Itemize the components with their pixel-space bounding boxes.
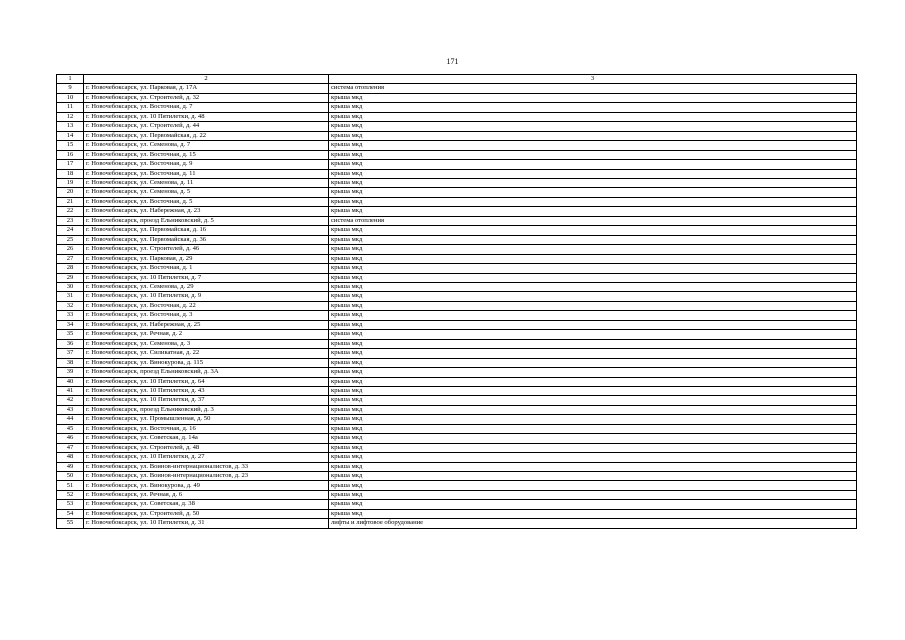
table-row: [57, 349, 857, 358]
row-number: 39: [57, 368, 84, 377]
row-work-type: крыша мкд: [329, 472, 857, 481]
address-table: [56, 74, 857, 529]
table-row: [57, 122, 857, 131]
table-row: [57, 178, 857, 187]
row-number: 21: [57, 197, 84, 206]
row-work-type: крыша мкд: [329, 339, 857, 348]
row-address: г. Новочебоксарск, ул. Набережная, д. 23: [84, 207, 329, 216]
row-number: 47: [57, 443, 84, 452]
row-number: 14: [57, 131, 84, 140]
table-row: [57, 358, 857, 367]
table-row: [57, 197, 857, 206]
table-row: [57, 500, 857, 509]
table-row: [57, 282, 857, 291]
row-address: г. Новочебоксарск, проезд Ельниковский, д. 5: [84, 216, 329, 225]
row-address: г. Новочебоксарск, ул. Строителей, д. 48: [84, 443, 329, 452]
row-number: 16: [57, 150, 84, 159]
row-work-type: крыша мкд: [329, 481, 857, 490]
row-address: г. Новочебоксарск, ул. Восточная, д. 1: [84, 264, 329, 273]
row-address: г. Новочебоксарск, ул. Первомайская, д. 22: [84, 131, 329, 140]
row-work-type: система отопления: [329, 84, 857, 93]
row-number: 12: [57, 112, 84, 121]
row-number: 50: [57, 472, 84, 481]
row-number: 18: [57, 169, 84, 178]
row-number: 48: [57, 453, 84, 462]
table-row: [57, 84, 857, 93]
row-work-type: крыша мкд: [329, 500, 857, 509]
row-number: 49: [57, 462, 84, 471]
row-work-type: крыша мкд: [329, 292, 857, 301]
table-row: [57, 160, 857, 169]
row-number: 17: [57, 160, 84, 169]
row-number: 38: [57, 358, 84, 367]
row-address: г. Новочебоксарск, проезд Ельниковский, д. 3А: [84, 368, 329, 377]
row-address: г. Новочебоксарск, ул. Восточная, д. 3: [84, 311, 329, 320]
table-row: [57, 235, 857, 244]
row-work-type: крыша мкд: [329, 131, 857, 140]
row-number: 19: [57, 178, 84, 187]
row-work-type: крыша мкд: [329, 264, 857, 273]
table-row: [57, 112, 857, 121]
table-row: [57, 519, 857, 528]
row-number: 40: [57, 377, 84, 386]
row-number: 9: [57, 84, 84, 93]
row-number: 25: [57, 235, 84, 244]
row-number: 31: [57, 292, 84, 301]
row-work-type: крыша мкд: [329, 405, 857, 414]
row-work-type: крыша мкд: [329, 169, 857, 178]
row-address: г. Новочебоксарск, ул. Восточная, д. 9: [84, 160, 329, 169]
row-work-type: крыша мкд: [329, 358, 857, 367]
row-work-type: крыша мкд: [329, 273, 857, 282]
table-row: [57, 264, 857, 273]
row-work-type: крыша мкд: [329, 245, 857, 254]
row-number: 24: [57, 226, 84, 235]
row-work-type: крыша мкд: [329, 368, 857, 377]
row-work-type: крыша мкд: [329, 235, 857, 244]
row-number: 35: [57, 330, 84, 339]
row-number: 22: [57, 207, 84, 216]
row-number: 54: [57, 509, 84, 518]
row-address: г. Новочебоксарск, ул. Восточная, д. 15: [84, 150, 329, 159]
table-row: [57, 207, 857, 216]
row-address: г. Новочебоксарск, ул. Строителей, д. 46: [84, 245, 329, 254]
row-work-type: крыша мкд: [329, 434, 857, 443]
row-work-type: крыша мкд: [329, 396, 857, 405]
row-address: г. Новочебоксарск, ул. 10 Пятилетки, д. 9: [84, 292, 329, 301]
table-row: [57, 169, 857, 178]
row-address: г. Новочебоксарск, ул. Строителей, д. 50: [84, 509, 329, 518]
row-work-type: крыша мкд: [329, 141, 857, 150]
header-cell-address: 2: [84, 75, 329, 84]
table-row: [57, 443, 857, 452]
row-number: 45: [57, 424, 84, 433]
table-row: [57, 405, 857, 414]
row-work-type: крыша мкд: [329, 509, 857, 518]
table-row: [57, 320, 857, 329]
row-work-type: крыша мкд: [329, 349, 857, 358]
table-row: [57, 216, 857, 225]
row-address: г. Новочебоксарск, ул. 10 Пятилетки, д. 27: [84, 453, 329, 462]
row-address: г. Новочебоксарск, ул. Советская, д. 14а: [84, 434, 329, 443]
row-number: 11: [57, 103, 84, 112]
row-work-type: крыша мкд: [329, 188, 857, 197]
row-work-type: крыша мкд: [329, 226, 857, 235]
row-number: 29: [57, 273, 84, 282]
row-number: 28: [57, 264, 84, 273]
table-row: [57, 254, 857, 263]
row-address: г. Новочебоксарск, ул. 10 Пятилетки, д. 43: [84, 386, 329, 395]
row-address: г. Новочебоксарск, ул. Речная, д. 6: [84, 490, 329, 499]
table-row: [57, 131, 857, 140]
table-row: [57, 377, 857, 386]
row-address: г. Новочебоксарск, ул. Силикатная, д. 22: [84, 349, 329, 358]
row-work-type: крыша мкд: [329, 490, 857, 499]
table-row: [57, 434, 857, 443]
row-work-type: крыша мкд: [329, 254, 857, 263]
table-body: [57, 75, 857, 529]
row-address: г. Новочебоксарск, ул. Строителей, д. 44: [84, 122, 329, 131]
table-row: [57, 462, 857, 471]
table-row: [57, 226, 857, 235]
row-number: 26: [57, 245, 84, 254]
row-address: г. Новочебоксарск, ул. 10 Пятилетки, д. 7: [84, 273, 329, 282]
row-address: г. Новочебоксарск, ул. Семенова, д. 29: [84, 282, 329, 291]
page-number: 171: [446, 57, 459, 66]
row-work-type: крыша мкд: [329, 150, 857, 159]
row-work-type: крыша мкд: [329, 424, 857, 433]
row-address: г. Новочебоксарск, ул. Первомайская, д. 36: [84, 235, 329, 244]
row-number: 23: [57, 216, 84, 225]
table-row: [57, 301, 857, 310]
row-address: г. Новочебоксарск, ул. Семенова, д. 11: [84, 178, 329, 187]
row-number: 37: [57, 349, 84, 358]
row-number: 33: [57, 311, 84, 320]
row-number: 42: [57, 396, 84, 405]
table-row: [57, 490, 857, 499]
row-number: 30: [57, 282, 84, 291]
row-address: г. Новочебоксарск, ул. Восточная, д. 16: [84, 424, 329, 433]
row-address: г. Новочебоксарск, ул. Парковая, д. 17А: [84, 84, 329, 93]
row-work-type: крыша мкд: [329, 93, 857, 102]
row-work-type: крыша мкд: [329, 415, 857, 424]
row-number: 10: [57, 93, 84, 102]
row-address: г. Новочебоксарск, проезд Ельниковский, д. 3: [84, 405, 329, 414]
row-address: г. Новочебоксарск, ул. Семенова, д. 5: [84, 188, 329, 197]
row-work-type: крыша мкд: [329, 311, 857, 320]
row-work-type: крыша мкд: [329, 197, 857, 206]
row-number: 44: [57, 415, 84, 424]
row-work-type: крыша мкд: [329, 453, 857, 462]
row-work-type: система отопления: [329, 216, 857, 225]
table-row: [57, 424, 857, 433]
row-address: г. Новочебоксарск, ул. Винокурова, д. 115: [84, 358, 329, 367]
table-row: [57, 188, 857, 197]
table-row: [57, 330, 857, 339]
table-row: [57, 396, 857, 405]
row-work-type: крыша мкд: [329, 282, 857, 291]
row-work-type: лифты и лифтовое оборудование: [329, 519, 857, 528]
table-row: [57, 141, 857, 150]
row-work-type: крыша мкд: [329, 443, 857, 452]
table-row: [57, 311, 857, 320]
row-number: 51: [57, 481, 84, 490]
row-address: г. Новочебоксарск, ул. 10 Пятилетки, д. 31: [84, 519, 329, 528]
table-row: [57, 472, 857, 481]
row-address: г. Новочебоксарск, ул. Восточная, д. 5: [84, 197, 329, 206]
table-row: [57, 509, 857, 518]
row-number: 27: [57, 254, 84, 263]
row-address: г. Новочебоксарск, ул. Набережная, д. 25: [84, 320, 329, 329]
header-cell-work-type: 3: [329, 75, 857, 84]
row-number: 20: [57, 188, 84, 197]
table-row: [57, 481, 857, 490]
row-number: 52: [57, 490, 84, 499]
table-row: [57, 93, 857, 102]
row-address: г. Новочебоксарск, ул. Парковая, д. 29: [84, 254, 329, 263]
row-address: г. Новочебоксарск, ул. Строителей, д. 32: [84, 93, 329, 102]
row-work-type: крыша мкд: [329, 207, 857, 216]
row-number: 15: [57, 141, 84, 150]
row-address: г. Новочебоксарск, ул. 10 Пятилетки, д. 48: [84, 112, 329, 121]
row-address: г. Новочебоксарск, ул. Воинов-интернационалистов, д. 33: [84, 462, 329, 471]
table-row: [57, 292, 857, 301]
row-address: г. Новочебоксарск, ул. 10 Пятилетки, д. 64: [84, 377, 329, 386]
row-work-type: крыша мкд: [329, 178, 857, 187]
table-row: [57, 386, 857, 395]
row-work-type: крыша мкд: [329, 386, 857, 395]
row-address: г. Новочебоксарск, ул. Семенова, д. 7: [84, 141, 329, 150]
row-address: г. Новочебоксарск, ул. Воинов-интернационалистов, д. 23: [84, 472, 329, 481]
row-work-type: крыша мкд: [329, 377, 857, 386]
table-row: [57, 273, 857, 282]
row-address: г. Новочебоксарск, ул. Речная, д. 2: [84, 330, 329, 339]
row-number: 46: [57, 434, 84, 443]
row-number: 53: [57, 500, 84, 509]
row-address: г. Новочебоксарск, ул. Первомайская, д. 16: [84, 226, 329, 235]
table-row: [57, 415, 857, 424]
row-address: г. Новочебоксарск, ул. Промышленная, д. 50: [84, 415, 329, 424]
row-work-type: крыша мкд: [329, 462, 857, 471]
row-address: г. Новочебоксарск, ул. Восточная, д. 7: [84, 103, 329, 112]
row-work-type: крыша мкд: [329, 320, 857, 329]
row-work-type: крыша мкд: [329, 160, 857, 169]
row-address: г. Новочебоксарск, ул. Восточная, д. 22: [84, 301, 329, 310]
row-work-type: крыша мкд: [329, 330, 857, 339]
row-number: 55: [57, 519, 84, 528]
row-work-type: крыша мкд: [329, 103, 857, 112]
row-number: 41: [57, 386, 84, 395]
row-address: г. Новочебоксарск, ул. Винокурова, д. 49: [84, 481, 329, 490]
row-number: 13: [57, 122, 84, 131]
row-work-type: крыша мкд: [329, 112, 857, 121]
header-row: [57, 75, 857, 84]
row-number: 36: [57, 339, 84, 348]
row-number: 32: [57, 301, 84, 310]
row-address: г. Новочебоксарск, ул. Советская, д. 38: [84, 500, 329, 509]
table-row: [57, 368, 857, 377]
row-address: г. Новочебоксарск, ул. 10 Пятилетки, д. 37: [84, 396, 329, 405]
row-address: г. Новочебоксарск, ул. Семенова, д. 3: [84, 339, 329, 348]
row-work-type: крыша мкд: [329, 301, 857, 310]
header-cell-number: 1: [57, 75, 84, 84]
table-row: [57, 245, 857, 254]
row-work-type: крыша мкд: [329, 122, 857, 131]
table-row: [57, 150, 857, 159]
table-row: [57, 103, 857, 112]
row-number: 34: [57, 320, 84, 329]
row-address: г. Новочебоксарск, ул. Восточная, д. 11: [84, 169, 329, 178]
row-number: 43: [57, 405, 84, 414]
table-row: [57, 339, 857, 348]
table-row: [57, 453, 857, 462]
